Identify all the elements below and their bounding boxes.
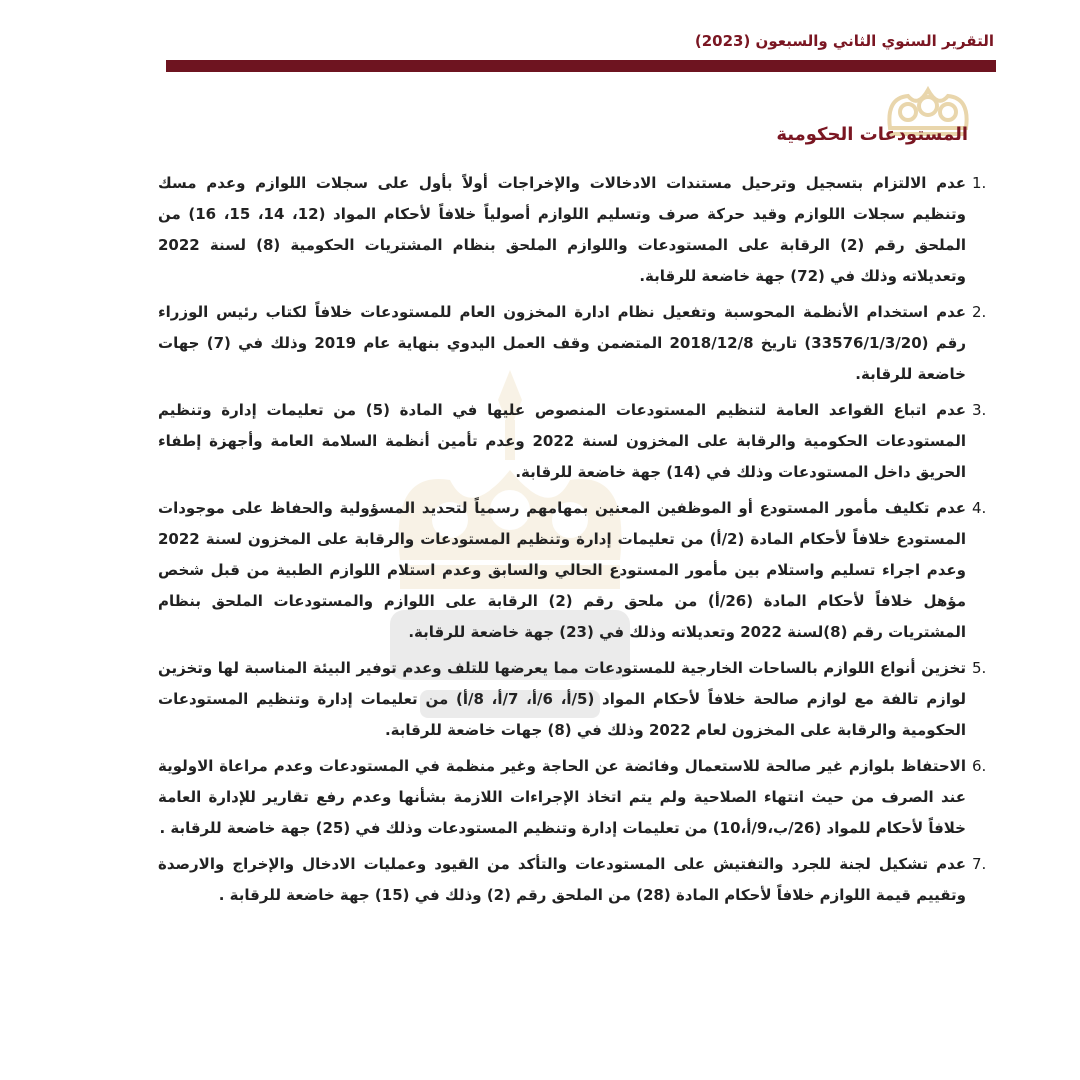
finding-number: 1. [972, 174, 987, 192]
finding-number: 6. [972, 757, 987, 775]
section-title: المستودعات الحكومية [776, 124, 968, 145]
finding-text: الاحتفاظ بلوازم غير صالحة للاستعمال وفائضة عن الحاجة وغير منظمة في المستودعات وعدم مراعاة الاولوية عند الصرف من حيث انتهاء الصلاحية ولم يتم اتخاذ الإجراءات اللازمة بشأنها وعدم رفع تقارير للإدارة العامة خلافاً لأحكام للمواد (26/ب،9/أ،10) من تعليمات إدارة وتنظيم المستودعات وذلك في (25) جهة خاضعة للرقابة . [158, 757, 966, 837]
finding-item [158, 168, 1000, 292]
finding-item [158, 849, 1000, 911]
finding-item [158, 297, 1000, 390]
finding-text: تخزين أنواع اللوازم بالساحات الخارجية للمستودعات مما يعرضها للتلف وعدم توفير البيئة المناسبة لها وتخزين لوازم تالفة مع لوازم صالحة خلافاً لأحكام المواد (5/أ، 6/أ، 7/أ، 8/أ) من تعليمات إدارة وتنظيم المستودعات الحكومية والرقابة على المخزون لعام 2022 وذلك في (8) جهات خاضعة للرقابة. [158, 659, 966, 739]
finding-text: عدم اتباع القواعد العامة لتنظيم المستودعات المنصوص عليها في المادة (5) من تعليمات إدارة وتنظيم المستودعات الحكومية والرقابة على المخزون لسنة 2022 وعدم تأمين أنظمة السلامة العامة وأجهزة إطفاء الحريق داخل المستودعات وذلك في (14) جهة خاضعة للرقابة. [158, 401, 966, 481]
report-header-title: التقرير السنوي الثاني والسبعون (2023) [694, 32, 994, 50]
finding-item [158, 493, 1000, 648]
header-bar [166, 60, 996, 72]
finding-item [158, 751, 1000, 844]
finding-number: 3. [972, 401, 987, 419]
finding-item [158, 395, 1000, 488]
finding-text: عدم استخدام الأنظمة المحوسبة وتفعيل نظام ادارة المخزون العام للمستودعات خلافاً لكتاب رئيس الوزراء رقم (33576/1/3/20) تاريخ 2018/12/8 المتضمن وقف العمل اليدوي بنهاية عام 2019 وذلك في (7) جهات خاضعة للرقابة. [158, 303, 967, 383]
findings-list [158, 168, 1000, 916]
finding-number: 4. [972, 499, 987, 517]
finding-text: عدم تكليف مأمور المستودع أو الموظفين المعنين بمهامهم رسمياً لتحديد المسؤولية والحفاظ على موجودات المستودع خلافاً لأحكام المادة (2/أ) من تعليمات إدارة وتنظيم المستودعات والرقابة على المخزون لسنة 2022 وعدم اجراء تسليم واستلام بين مأمور المستودع الحالي والسابق وعدم استلام اللوازم الطبية من قبل شخص مؤهل خلافاً لأحكام المادة (26/أ) من ملحق رقم (2) الرقابة على اللوازم والمستودعات الملحق بنظام المشتريات رقم (8)لسنة 2022 وتعديلاته وذلك في (23) جهة خاضعة للرقابة. [158, 499, 967, 641]
finding-text: عدم الالتزام بتسجيل وترحيل مستندات الادخالات والإخراجات أولاً بأول على سجلات اللوازم وعدم مسك وتنظيم سجلات اللوازم وقيد حركة صرف وتسليم اللوازم أصولياً خلافاً لأحكام المواد (12، 14، 15، 16) من الملحق رقم (2) الرقابة على المستودعات واللوازم الملحق بنظام المشتريات الحكومية (8) لسنة 2022 وتعديلاته وذلك في (72) جهة خاضعة للرقابة. [158, 174, 967, 285]
finding-number: 7. [972, 855, 987, 873]
finding-number: 2. [972, 303, 987, 321]
finding-number: 5. [972, 659, 987, 677]
finding-item [158, 653, 1000, 746]
finding-text: عدم تشكيل لجنة للجرد والتفتيش على المستودعات والتأكد من القيود وعمليات الادخال والإخراج والارصدة وتقييم قيمة اللوازم خلافاً لأحكام المادة (28) من الملحق رقم (2) وذلك في (15) جهة خاضعة للرقابة . [158, 855, 966, 904]
